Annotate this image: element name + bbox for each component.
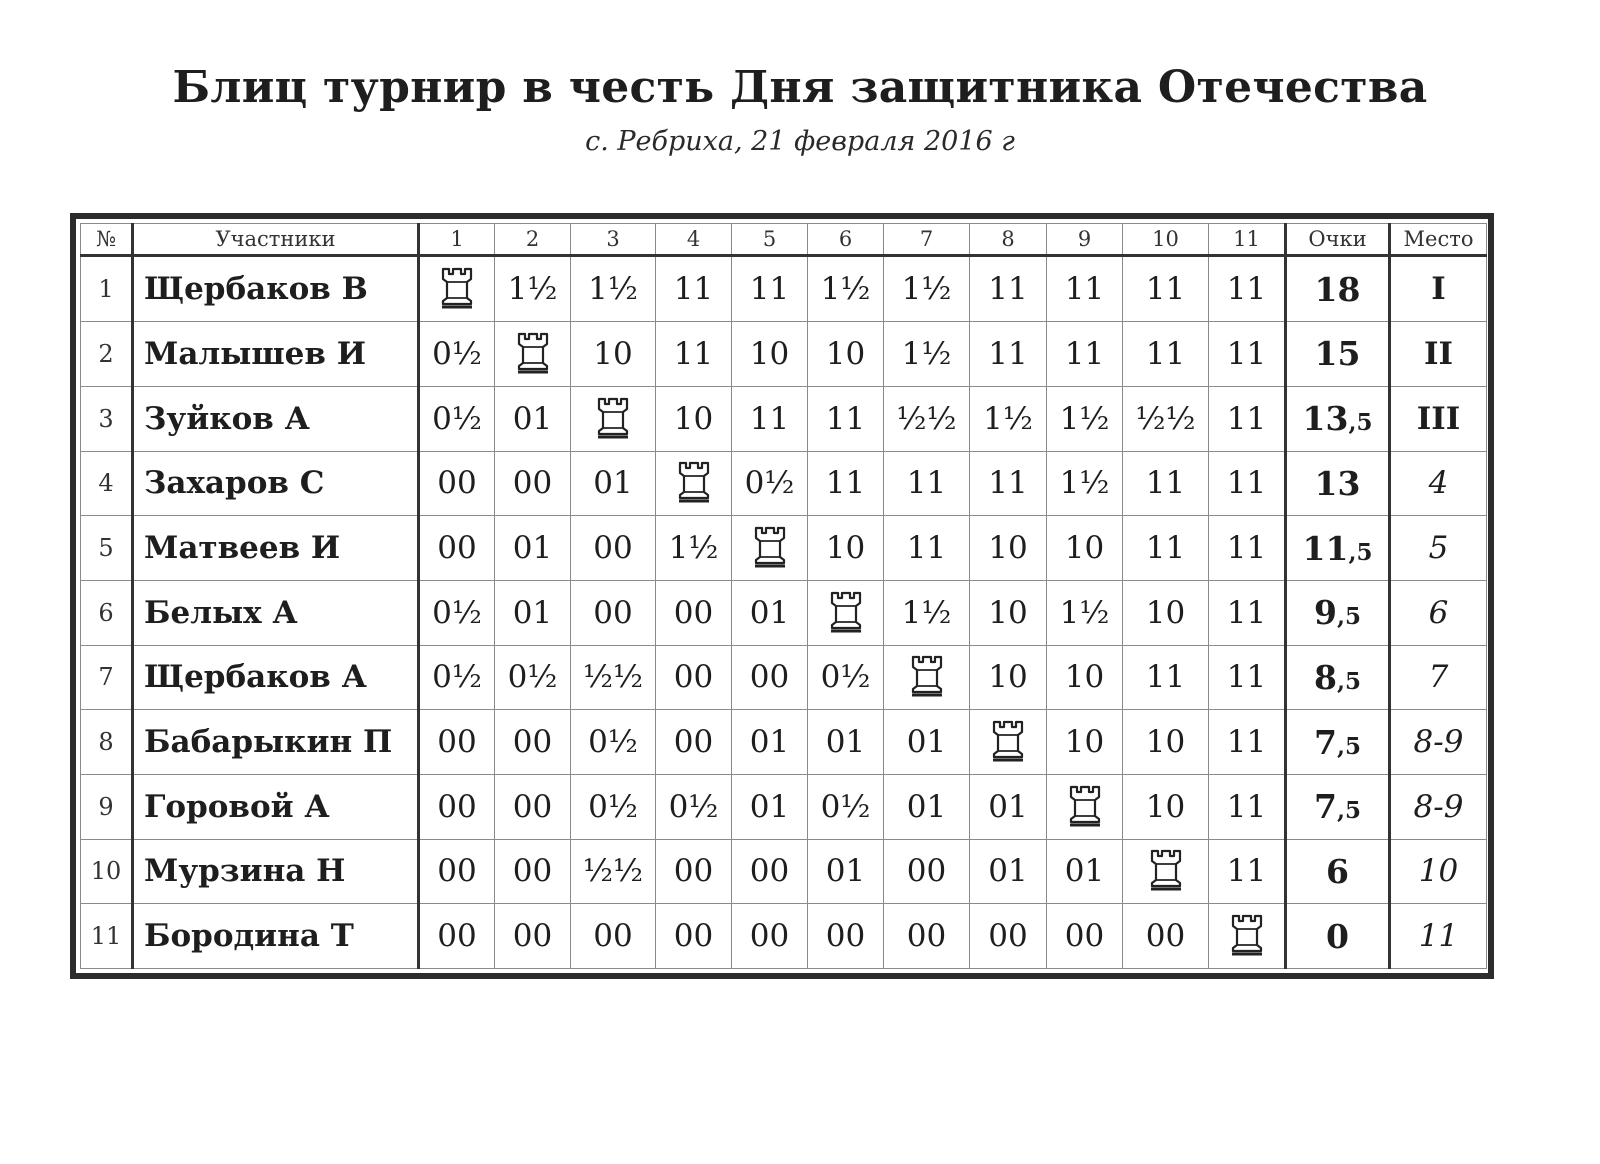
result-cell: 00 bbox=[571, 580, 656, 645]
result-cell: 00 bbox=[419, 710, 495, 775]
result-cell: 11 bbox=[1209, 710, 1286, 775]
result-cell: 00 bbox=[732, 904, 808, 969]
points-cell bbox=[1286, 386, 1390, 451]
result-cell: 01 bbox=[1047, 839, 1123, 904]
points-integer: 7 bbox=[1314, 787, 1337, 827]
result-cell: 01 bbox=[732, 710, 808, 775]
rook-icon bbox=[829, 591, 863, 635]
result-cell: 00 bbox=[495, 710, 571, 775]
header-round-11: 11 bbox=[1209, 224, 1286, 256]
table-row bbox=[81, 386, 1487, 451]
points-cell: 15 bbox=[1286, 322, 1390, 387]
result-cell: 0½ bbox=[419, 580, 495, 645]
header-round-7: 7 bbox=[884, 224, 970, 256]
result-cell: 00 bbox=[1123, 904, 1209, 969]
rook-icon bbox=[1068, 785, 1102, 829]
result-cell: 11 bbox=[656, 256, 732, 322]
result-cell: 00 bbox=[1047, 904, 1123, 969]
result-cell: 10 bbox=[732, 322, 808, 387]
result-cell: 11 bbox=[1209, 451, 1286, 516]
result-cell: 11 bbox=[1209, 322, 1286, 387]
participant-name: Белых А bbox=[133, 580, 419, 645]
result-cell: 1½ bbox=[808, 256, 884, 322]
result-cell: 00 bbox=[419, 451, 495, 516]
rook-icon bbox=[596, 397, 630, 441]
participant-name: Мурзина Н bbox=[133, 839, 419, 904]
result-cell: 11 bbox=[884, 451, 970, 516]
header-round-5: 5 bbox=[732, 224, 808, 256]
result-cell: 0½ bbox=[419, 386, 495, 451]
result-cell: 00 bbox=[419, 839, 495, 904]
table-body bbox=[81, 256, 1487, 969]
row-number: 6 bbox=[81, 580, 133, 645]
result-cell: ½½ bbox=[1123, 386, 1209, 451]
result-cell: 10 bbox=[1047, 645, 1123, 710]
crosstable-frame bbox=[70, 213, 1494, 979]
page-subtitle: с. Ребриха, 21 февраля 2016 г bbox=[585, 126, 1015, 157]
result-cell: 01 bbox=[732, 774, 808, 839]
result-cell: 10 bbox=[656, 386, 732, 451]
self-cell bbox=[1123, 839, 1209, 904]
points-cell bbox=[1286, 774, 1390, 839]
points-integer: 7 bbox=[1314, 722, 1337, 762]
points-fraction: ,5 bbox=[1348, 538, 1373, 566]
result-cell: ½½ bbox=[571, 645, 656, 710]
result-cell: 1½ bbox=[1047, 451, 1123, 516]
result-cell: 0½ bbox=[808, 774, 884, 839]
result-cell: 00 bbox=[571, 904, 656, 969]
header-number: № bbox=[81, 224, 133, 256]
result-cell: 01 bbox=[970, 774, 1047, 839]
table-row bbox=[81, 710, 1487, 775]
self-cell bbox=[419, 256, 495, 322]
participant-name: Щербаков В bbox=[133, 256, 419, 322]
points-cell: 13 bbox=[1286, 451, 1390, 516]
result-cell: 00 bbox=[884, 839, 970, 904]
result-cell: 11 bbox=[1123, 451, 1209, 516]
result-cell: 10 bbox=[808, 516, 884, 581]
place-cell: II bbox=[1390, 322, 1487, 387]
result-cell: 01 bbox=[495, 386, 571, 451]
self-cell bbox=[495, 322, 571, 387]
row-number: 2 bbox=[81, 322, 133, 387]
self-cell bbox=[732, 516, 808, 581]
result-cell: 1½ bbox=[495, 256, 571, 322]
result-cell: 1½ bbox=[884, 256, 970, 322]
result-cell: 11 bbox=[732, 386, 808, 451]
table-row bbox=[81, 516, 1487, 581]
header-round-6: 6 bbox=[808, 224, 884, 256]
place-cell: 7 bbox=[1390, 645, 1487, 710]
place-cell: I bbox=[1390, 256, 1487, 322]
result-cell: 1½ bbox=[656, 516, 732, 581]
participant-name: Захаров С bbox=[133, 451, 419, 516]
result-cell: 11 bbox=[656, 322, 732, 387]
result-cell: 10 bbox=[571, 322, 656, 387]
row-number: 10 bbox=[81, 839, 133, 904]
result-cell: 01 bbox=[495, 580, 571, 645]
result-cell: 01 bbox=[495, 516, 571, 581]
result-cell: 0½ bbox=[808, 645, 884, 710]
result-cell: 11 bbox=[1047, 256, 1123, 322]
result-cell: 1½ bbox=[884, 322, 970, 387]
result-cell: 00 bbox=[495, 774, 571, 839]
result-cell: 10 bbox=[808, 322, 884, 387]
header-row bbox=[81, 224, 1487, 256]
row-number: 11 bbox=[81, 904, 133, 969]
points-integer: 9 bbox=[1314, 593, 1337, 633]
result-cell: 11 bbox=[732, 256, 808, 322]
row-number: 7 bbox=[81, 645, 133, 710]
rook-icon bbox=[516, 332, 550, 376]
points-fraction: ,5 bbox=[1336, 667, 1361, 695]
table-row bbox=[81, 839, 1487, 904]
points-integer: 8 bbox=[1314, 657, 1337, 697]
result-cell: 01 bbox=[970, 839, 1047, 904]
header-round-10: 10 bbox=[1123, 224, 1209, 256]
participant-name: Бородина Т bbox=[133, 904, 419, 969]
result-cell: 00 bbox=[656, 580, 732, 645]
row-number: 3 bbox=[81, 386, 133, 451]
result-cell: 00 bbox=[419, 516, 495, 581]
result-cell: 11 bbox=[1123, 322, 1209, 387]
crosstable bbox=[80, 223, 1487, 969]
row-number: 8 bbox=[81, 710, 133, 775]
points-fraction: ,5 bbox=[1336, 732, 1361, 760]
result-cell: 0½ bbox=[656, 774, 732, 839]
table-row bbox=[81, 322, 1487, 387]
table-row bbox=[81, 904, 1487, 969]
rook-icon bbox=[991, 720, 1025, 764]
result-cell: 00 bbox=[656, 904, 732, 969]
result-cell: 00 bbox=[656, 710, 732, 775]
self-cell bbox=[1047, 774, 1123, 839]
result-cell: 10 bbox=[1123, 580, 1209, 645]
header-round-2: 2 bbox=[495, 224, 571, 256]
result-cell: 11 bbox=[970, 451, 1047, 516]
page-title: Блиц турнир в честь Дня защитника Отечества bbox=[172, 62, 1428, 113]
result-cell: 0½ bbox=[571, 710, 656, 775]
result-cell: 01 bbox=[808, 839, 884, 904]
header-round-3: 3 bbox=[571, 224, 656, 256]
result-cell: 1½ bbox=[571, 256, 656, 322]
result-cell: 10 bbox=[970, 580, 1047, 645]
points-cell: 18 bbox=[1286, 256, 1390, 322]
table-row bbox=[81, 774, 1487, 839]
row-number: 1 bbox=[81, 256, 133, 322]
result-cell: 11 bbox=[1123, 256, 1209, 322]
header-place: Место bbox=[1390, 224, 1487, 256]
result-cell: ½½ bbox=[884, 386, 970, 451]
header-round-8: 8 bbox=[970, 224, 1047, 256]
participant-name: Малышев И bbox=[133, 322, 419, 387]
result-cell: 00 bbox=[419, 904, 495, 969]
participant-name: Матвеев И bbox=[133, 516, 419, 581]
place-cell: 4 bbox=[1390, 451, 1487, 516]
points-cell bbox=[1286, 516, 1390, 581]
self-cell bbox=[571, 386, 656, 451]
result-cell: 11 bbox=[884, 516, 970, 581]
place-cell: 8-9 bbox=[1390, 710, 1487, 775]
result-cell: 11 bbox=[1047, 322, 1123, 387]
table-row bbox=[81, 645, 1487, 710]
result-cell: 01 bbox=[884, 710, 970, 775]
header-points: Очки bbox=[1286, 224, 1390, 256]
result-cell: 00 bbox=[884, 904, 970, 969]
header-round-4: 4 bbox=[656, 224, 732, 256]
result-cell: 00 bbox=[732, 839, 808, 904]
result-cell: 11 bbox=[1209, 516, 1286, 581]
result-cell: 11 bbox=[808, 386, 884, 451]
points-cell: 6 bbox=[1286, 839, 1390, 904]
result-cell: 01 bbox=[571, 451, 656, 516]
points-cell bbox=[1286, 580, 1390, 645]
result-cell: 10 bbox=[1047, 516, 1123, 581]
self-cell bbox=[1209, 904, 1286, 969]
rook-icon bbox=[677, 461, 711, 505]
place-cell: 8-9 bbox=[1390, 774, 1487, 839]
result-cell: 00 bbox=[495, 904, 571, 969]
result-cell: 11 bbox=[1209, 256, 1286, 322]
place-cell: III bbox=[1390, 386, 1487, 451]
result-cell: 11 bbox=[1209, 386, 1286, 451]
result-cell: 00 bbox=[808, 904, 884, 969]
result-cell: 10 bbox=[970, 516, 1047, 581]
result-cell: 11 bbox=[1209, 774, 1286, 839]
row-number: 9 bbox=[81, 774, 133, 839]
points-integer: 11 bbox=[1302, 528, 1349, 568]
result-cell: 11 bbox=[1123, 516, 1209, 581]
header-round-9: 9 bbox=[1047, 224, 1123, 256]
result-cell: 0½ bbox=[495, 645, 571, 710]
points-fraction: ,5 bbox=[1336, 797, 1361, 825]
result-cell: 0½ bbox=[732, 451, 808, 516]
place-cell: 5 bbox=[1390, 516, 1487, 581]
rook-icon bbox=[753, 526, 787, 570]
result-cell: 00 bbox=[970, 904, 1047, 969]
result-cell: 0½ bbox=[419, 322, 495, 387]
place-cell: 10 bbox=[1390, 839, 1487, 904]
header-participants: Участники bbox=[133, 224, 419, 256]
result-cell: 11 bbox=[970, 256, 1047, 322]
result-cell: 1½ bbox=[1047, 580, 1123, 645]
result-cell: 10 bbox=[1047, 710, 1123, 775]
self-cell bbox=[970, 710, 1047, 775]
table-row bbox=[81, 256, 1487, 322]
points-cell bbox=[1286, 645, 1390, 710]
points-fraction: ,5 bbox=[1336, 603, 1361, 631]
result-cell: 00 bbox=[495, 839, 571, 904]
result-cell: 11 bbox=[1123, 645, 1209, 710]
result-cell: 11 bbox=[970, 322, 1047, 387]
result-cell: 10 bbox=[970, 645, 1047, 710]
points-integer: 13 bbox=[1302, 399, 1349, 439]
place-cell: 11 bbox=[1390, 904, 1487, 969]
result-cell: 11 bbox=[1209, 839, 1286, 904]
row-number: 5 bbox=[81, 516, 133, 581]
result-cell: 0½ bbox=[419, 645, 495, 710]
result-cell: 00 bbox=[571, 516, 656, 581]
self-cell bbox=[808, 580, 884, 645]
rook-icon bbox=[910, 655, 944, 699]
table-row bbox=[81, 451, 1487, 516]
result-cell: 01 bbox=[732, 580, 808, 645]
result-cell: 00 bbox=[656, 839, 732, 904]
participant-name: Бабарыкин П bbox=[133, 710, 419, 775]
result-cell: 11 bbox=[1209, 580, 1286, 645]
self-cell bbox=[656, 451, 732, 516]
rook-icon bbox=[440, 267, 474, 311]
result-cell: 00 bbox=[419, 774, 495, 839]
table-row bbox=[81, 580, 1487, 645]
result-cell: 11 bbox=[808, 451, 884, 516]
points-fraction: ,5 bbox=[1348, 409, 1373, 437]
row-number: 4 bbox=[81, 451, 133, 516]
place-cell: 6 bbox=[1390, 580, 1487, 645]
result-cell: 1½ bbox=[1047, 386, 1123, 451]
points-cell bbox=[1286, 710, 1390, 775]
participant-name: Щербаков А bbox=[133, 645, 419, 710]
header-round-1: 1 bbox=[419, 224, 495, 256]
result-cell: 00 bbox=[495, 451, 571, 516]
points-cell: 0 bbox=[1286, 904, 1390, 969]
result-cell: 00 bbox=[656, 645, 732, 710]
result-cell: 01 bbox=[884, 774, 970, 839]
result-cell: 0½ bbox=[571, 774, 656, 839]
participant-name: Зуйков А bbox=[133, 386, 419, 451]
result-cell: 10 bbox=[1123, 710, 1209, 775]
result-cell: 00 bbox=[732, 645, 808, 710]
result-cell: 01 bbox=[808, 710, 884, 775]
rook-icon bbox=[1149, 849, 1183, 893]
self-cell bbox=[884, 645, 970, 710]
result-cell: 11 bbox=[1209, 645, 1286, 710]
result-cell: ½½ bbox=[571, 839, 656, 904]
result-cell: 1½ bbox=[884, 580, 970, 645]
participant-name: Горовой А bbox=[133, 774, 419, 839]
result-cell: 1½ bbox=[970, 386, 1047, 451]
result-cell: 10 bbox=[1123, 774, 1209, 839]
rook-icon bbox=[1230, 914, 1264, 958]
